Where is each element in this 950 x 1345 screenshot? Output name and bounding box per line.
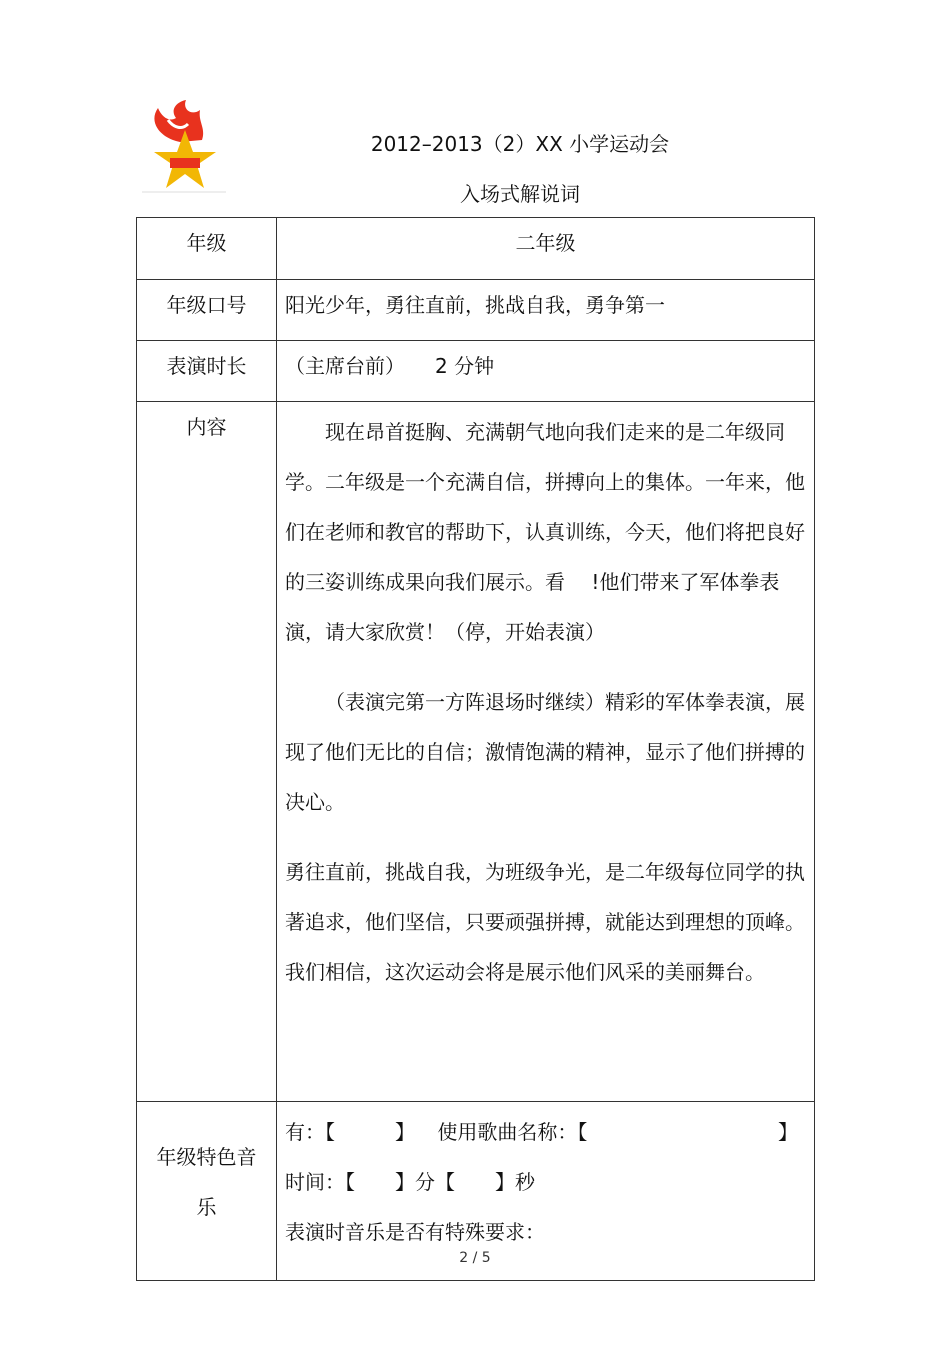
young-pioneers-logo	[140, 100, 230, 196]
table-row	[137, 218, 815, 280]
slogan-value: 阳光少年，勇往直前，挑战自我，勇争第一	[277, 280, 815, 341]
content-paragraph: 现在昂首挺胸、充满朝气地向我们走来的是二年级同学。二年级是一个充满自信，拼搏向上的集体。一年来，他们在老师和教官的帮助下，认真训练，今天，他们将把良好的三姿训练成果向我们展示。看 !他们带来了军体拳表演，请大家欣赏！（停，开始表演）	[285, 420, 805, 644]
grade-label: 年级	[137, 218, 277, 280]
music-song-close: 】	[778, 1120, 798, 1144]
document-subtitle: 入场式解说词	[460, 182, 580, 206]
duration-label: 表演时长	[137, 341, 277, 402]
table-row	[137, 402, 815, 1102]
content-label: 内容	[137, 402, 277, 1102]
table-row	[137, 280, 815, 341]
content-body	[277, 402, 815, 1102]
grade-value: 二年级	[277, 218, 815, 280]
commentary-table	[136, 217, 815, 1281]
table-row	[137, 341, 815, 402]
music-label-line: 年级特色音	[156, 1145, 257, 1169]
content-paragraph: 勇往直前，挑战自我，为班级争光，是二年级每位同学的执著追求，他们坚信，只要顽强拼搏，就能达到理想的顶峰。 我们相信，这次运动会将是展示他们风采的美丽舞台。	[285, 860, 805, 984]
music-have: 有：【 】	[285, 1120, 415, 1144]
duration-value: （主席台前） 2 分钟	[277, 341, 815, 402]
music-song-name: 使用歌曲名称：【	[437, 1120, 588, 1144]
document-title: 2012–2013（2）XX 小学运动会	[370, 132, 670, 156]
music-label-line: 乐	[196, 1195, 217, 1219]
music-time: 时间：【 】分【 】秒	[285, 1170, 535, 1194]
slogan-label: 年级口号	[137, 280, 277, 341]
content-paragraph: （表演完第一方阵退场时继续）精彩的军体拳表演，展现了他们无比的自信；激情饱满的精神，显示了他们拼搏的决心。	[285, 690, 805, 814]
page-number: 2 / 5	[459, 1250, 491, 1266]
music-have-row	[285, 1107, 806, 1157]
music-requirement: 表演时音乐是否有特殊要求：	[285, 1220, 545, 1244]
